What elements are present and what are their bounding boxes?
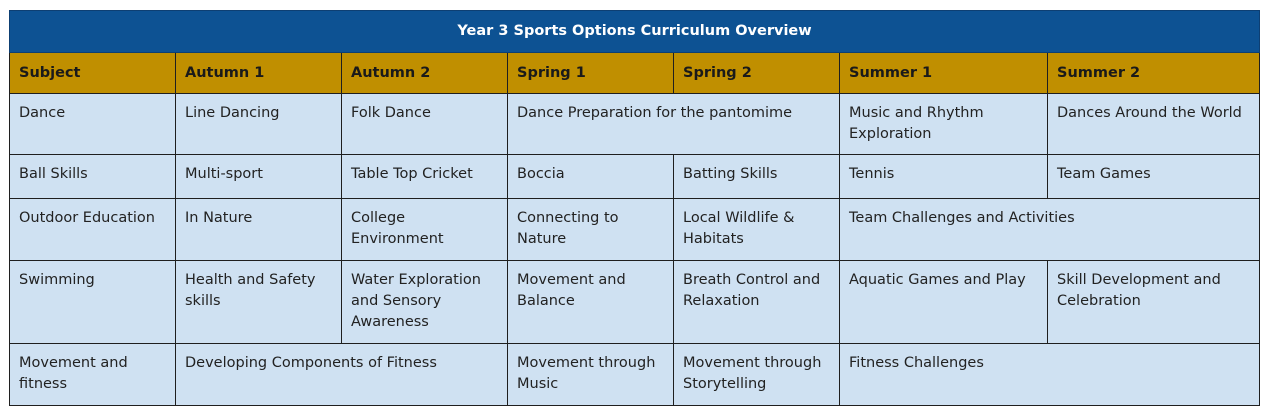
table-header-row xyxy=(10,53,1260,94)
curriculum-table-container xyxy=(9,10,1259,406)
table-cell: Breath Control and Relaxation xyxy=(674,261,840,344)
table-cell: Local Wildlife & Habitats xyxy=(674,199,840,261)
table-cell: Table Top Cricket xyxy=(342,155,508,199)
table-row-dance xyxy=(10,94,1260,155)
table-cell: Connecting to Nature xyxy=(508,199,674,261)
curriculum-table xyxy=(9,10,1260,406)
table-cell: Movement and Balance xyxy=(508,261,674,344)
table-cell: Multi-sport xyxy=(176,155,342,199)
table-row-ball-skills xyxy=(10,155,1260,199)
header-spring-2: Spring 2 xyxy=(674,53,840,94)
header-subject: Subject xyxy=(10,53,176,94)
table-cell: Health and Safety skills xyxy=(176,261,342,344)
subject-cell: Dance xyxy=(10,94,176,155)
table-cell: Boccia xyxy=(508,155,674,199)
table-cell: Aquatic Games and Play xyxy=(840,261,1048,344)
table-cell: In Nature xyxy=(176,199,342,261)
subject-cell: Ball Skills xyxy=(10,155,176,199)
table-cell: Batting Skills xyxy=(674,155,840,199)
header-summer-1: Summer 1 xyxy=(840,53,1048,94)
table-cell: Fitness Challenges xyxy=(840,344,1260,406)
table-cell: Music and Rhythm Exploration xyxy=(840,94,1048,155)
table-row-outdoor-education xyxy=(10,199,1260,261)
table-cell: College Environment xyxy=(342,199,508,261)
subject-cell: Movement and fitness xyxy=(10,344,176,406)
table-cell: Movement through Music xyxy=(508,344,674,406)
header-spring-1: Spring 1 xyxy=(508,53,674,94)
header-autumn-1: Autumn 1 xyxy=(176,53,342,94)
table-title-row xyxy=(10,11,1260,53)
header-autumn-2: Autumn 2 xyxy=(342,53,508,94)
table-cell: Team Games xyxy=(1048,155,1260,199)
table-cell: Movement through Storytelling xyxy=(674,344,840,406)
table-cell: Dances Around the World xyxy=(1048,94,1260,155)
table-cell: Team Challenges and Activities xyxy=(840,199,1260,261)
table-cell: Developing Components of Fitness xyxy=(176,344,508,406)
header-summer-2: Summer 2 xyxy=(1048,53,1260,94)
table-row-movement-and-fitness xyxy=(10,344,1260,406)
table-cell: Dance Preparation for the pantomime xyxy=(508,94,840,155)
table-cell: Skill Development and Celebration xyxy=(1048,261,1260,344)
subject-cell: Outdoor Education xyxy=(10,199,176,261)
table-cell: Folk Dance xyxy=(342,94,508,155)
subject-cell: Swimming xyxy=(10,261,176,344)
table-row-swimming xyxy=(10,261,1260,344)
table-cell: Tennis xyxy=(840,155,1048,199)
table-title: Year 3 Sports Options Curriculum Overview xyxy=(10,11,1260,53)
table-cell: Water Exploration and Sensory Awareness xyxy=(342,261,508,344)
table-cell: Line Dancing xyxy=(176,94,342,155)
